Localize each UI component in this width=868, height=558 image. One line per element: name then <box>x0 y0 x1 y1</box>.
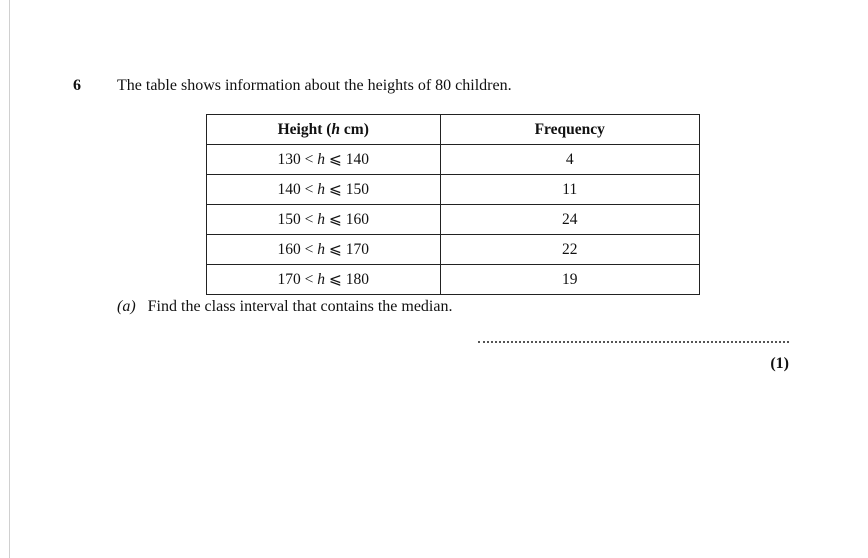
page-margin-rule <box>9 0 10 558</box>
height-interval-cell: 170 < h ⩽ 180 <box>207 265 441 295</box>
frequency-column-header: Frequency <box>440 115 700 145</box>
part-a-label: (a) <box>117 298 136 315</box>
frequency-cell: 24 <box>440 205 700 235</box>
height-column-header: Height (h cm) <box>207 115 441 145</box>
frequency-cell: 22 <box>440 235 700 265</box>
part-a-text: Find the class interval that contains the median. <box>147 298 453 315</box>
height-interval-cell: 130 < h ⩽ 140 <box>207 145 441 175</box>
part-a-question <box>117 298 452 316</box>
table-row <box>207 175 700 205</box>
table-header-row <box>207 115 700 145</box>
table-row <box>207 205 700 235</box>
height-interval-cell: 160 < h ⩽ 170 <box>207 235 441 265</box>
frequency-cell: 11 <box>440 175 700 205</box>
frequency-table <box>206 114 700 295</box>
table-row <box>207 145 700 175</box>
table-row <box>207 235 700 265</box>
question-intro: The table shows information about the heights of 80 children. <box>117 77 512 94</box>
frequency-cell: 19 <box>440 265 700 295</box>
answer-line[interactable] <box>478 341 789 343</box>
height-interval-cell: 140 < h ⩽ 150 <box>207 175 441 205</box>
question-number: 6 <box>73 77 81 94</box>
frequency-cell: 4 <box>440 145 700 175</box>
table-row <box>207 265 700 295</box>
marks-label: (1) <box>770 355 789 372</box>
height-interval-cell: 150 < h ⩽ 160 <box>207 205 441 235</box>
